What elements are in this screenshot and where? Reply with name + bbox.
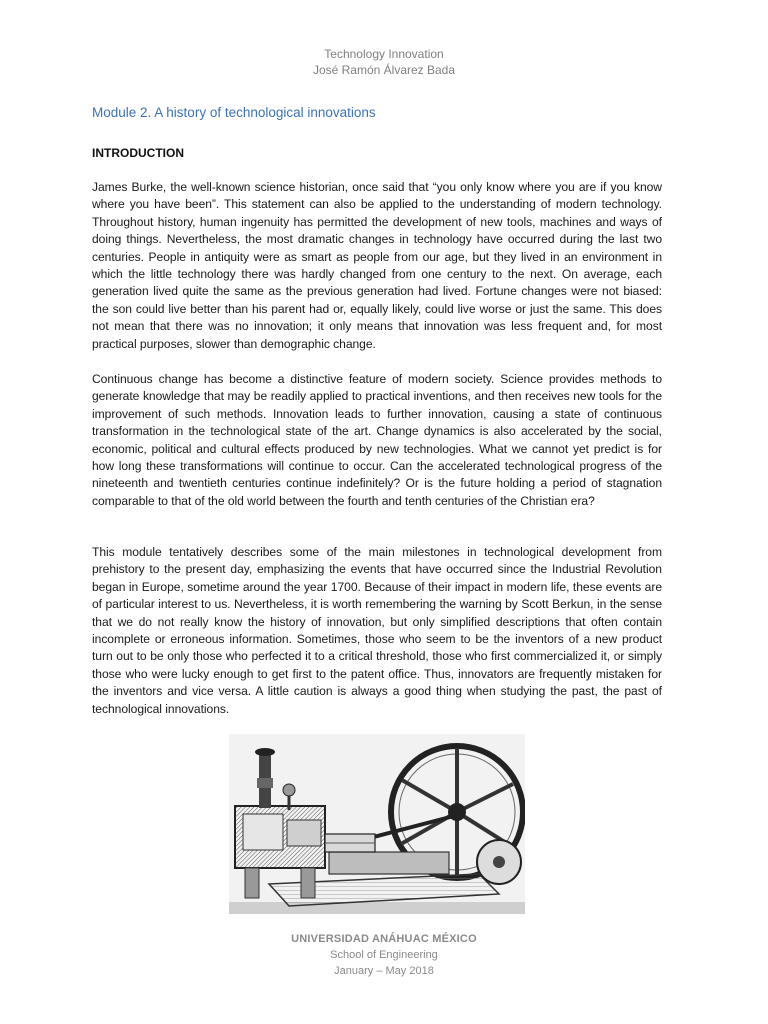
steam-engine-illustration (229, 734, 525, 914)
course-title: Technology Innovation (324, 47, 444, 61)
page-footer (0, 931, 768, 979)
author-name: José Ramón Álvarez Bada (312, 63, 456, 77)
intro-paragraph-1: James Burke, the well-known science historian, once said that “you only know where you are if you know where you have been”. This statement can also be applied to the understanding of modern technology. Throughout history, human ingenuity has permitted the development of new tools, machines and ways of doing things. Nevertheless, the most dramatic changes in technology have occurred during the last two centuries. People in antiquity were as smart as people from our age, but they lived in an environment in which the little technology there was hardly changed from one century to the next. On average, each generation lived quite the same as the previous generation had lived. Fortune changes were not biased: the son could live better than his parent had or, equally likely, could live worse or just the same. This does not mean that there was no innovation; it only means that innovation was less frequent and, for most practical purposes, slower than demographic change. (92, 180, 662, 351)
intro-paragraph-3: This module tentatively describes some of the main milestones in technological development from prehistory to the present day, emphasizing the events that have occurred since the Industrial Revolution began in Europe, sometime around the year 1700. Because of their impact in modern life, these events are of particular interest to us. Nevertheless, it is worth remembering the warning by Scott Berkun, in the sense that we do not really know the history of innovation, but only simplified descriptions that often contain incomplete or erroneous information. Sometimes, those who seem to be the inventors of a new product turn out to be only those who perfected it to a critical threshold, those who first commercialized it, or simply those who were lucky enough to get first to the patent office. Thus, innovators are frequently mistaken for the inventors and vice versa. A little caution is always a good thing when studying the past, the past of technological innovations. (92, 545, 662, 716)
steam-engine-engraving-icon (229, 734, 525, 914)
section-heading: INTRODUCTION (92, 146, 184, 160)
term-dates: January – May 2018 (334, 965, 434, 977)
page-header (0, 46, 768, 78)
university-name: UNIVERSIDAD ANÁHUAC MÉXICO (291, 933, 477, 945)
school-name: School of Engineering (330, 949, 438, 961)
module-title: Module 2. A history of technological innovations (92, 105, 376, 120)
intro-paragraph-2: Continuous change has become a distinctive feature of modern society. Science provides methods to generate knowledge that may be readily applied to practical inventions, and then receives new tools for the improvement of such methods. Innovation leads to further innovation, causing a state of continuous transformation in the technological state of the art. Change dynamics is also accelerated by the social, economic, political and cultural effects produced by new technologies. What we cannot yet predict is for how long these transformations will continue to occur. Can the accelerated technological progress of the nineteenth and twentieth centuries continue indefinitely? Or is the future holding a period of stagnation comparable to that of the old world between the fourth and tenth centuries of the Christian era? (92, 372, 662, 508)
